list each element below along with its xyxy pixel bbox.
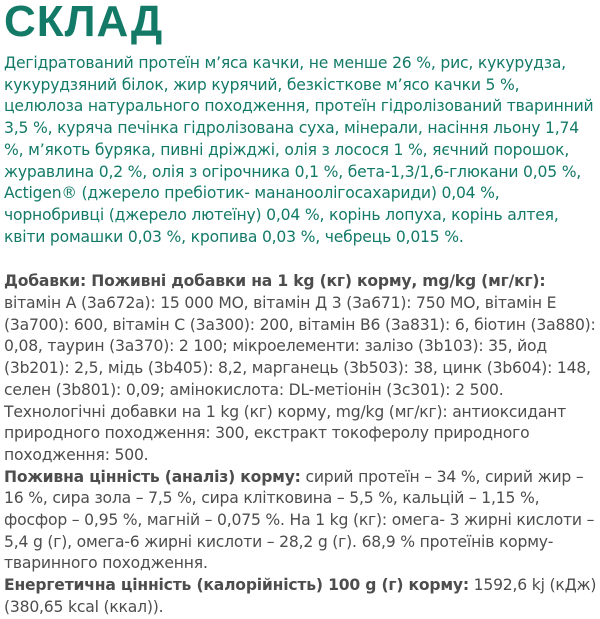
additives-paragraph [4, 271, 598, 466]
nutrition-text: сирий протеїн – 34 %, сирий жир – 16 %, сира зола – 7,5 %, сира клітковина – 5,5 %, кальцій – 1,15 %, фосфор – 0,95 %, магній – 0,075 %. На 1 kg (кг): омега- 3 жирні кислоти – 5,4 g (г), омега-6 жирні кислоти – 28,2 g (г). 68,9 % протеїнів корму- тваринного походження. [4, 467, 595, 573]
energy-text: 1592,6 kj (кДж) (380,65 kcal (ккал)). [4, 576, 597, 616]
page-title: СКЛАД [4, 0, 164, 46]
additives-heading: Добавки: Поживні добавки на 1 kg (кг) корму, mg/kg (мг/кг): [4, 272, 546, 291]
nutrition-heading: Поживна цінність (аналіз) корму: [4, 467, 301, 486]
nutrition-paragraph [4, 467, 598, 576]
composition-text: Дегідратований протеїн м’яса качки, не менше 26 %, рис, кукурудза, кукурудзяний білок, жир курячий, безкісткове м’ясо качки 5 %, целюлоза натурального походження, протеїн гідролізований тваринний 3,5 %, куряча печінка гідролізована суха, мінерали, насіння льону 1,74 %, м’якоть буряка, пивні дріжджі, олія з лосося 1 %, яєчний порошок, журавлина 0,2 %, олія з огірочника 0,1 %, бета-1,3/1,6-глюкани 0,05 %, Actigen® (джерело пребіотик- мананоолігосахариди) 0,04 %, чорнобривці (джерело лютеїну) 0,04 %, корінь лопуха, корінь алтея, квіти ромашки 0,03 %, кропива 0,03 %, чебрець 0,015 %. [4, 54, 594, 246]
additives-text: вітамін А (3a672a): 15 000 МО, вітамін Д 3 (3a671): 750 МО, вітамін Е (3a700): 600, вітамін С (3a300): 200, вітамін В6 (3a831): 6, біотин (3a880): 0,08, таурин (3a370): 2 100; мікроелементи: залізо (3b103): 35, йод (3b201): 2,5, мідь (3b405): 8,2, марганець (3b503): 38, цинк (3b604): 148, селен (3b801): 0,09; амінокислота: DL-метіонін (3c301): 2 500. Технологічні добавки на 1 kg (кг) корму, mg/kg (мг/кг): антиоксидант природного походження: 300, екстракт токоферолу природного походження: 500. [4, 294, 596, 464]
energy-paragraph [4, 575, 598, 618]
energy-heading: Енергетична цінність (калорійність) 100 g (г) корму: [4, 576, 469, 595]
document [4, 0, 598, 619]
